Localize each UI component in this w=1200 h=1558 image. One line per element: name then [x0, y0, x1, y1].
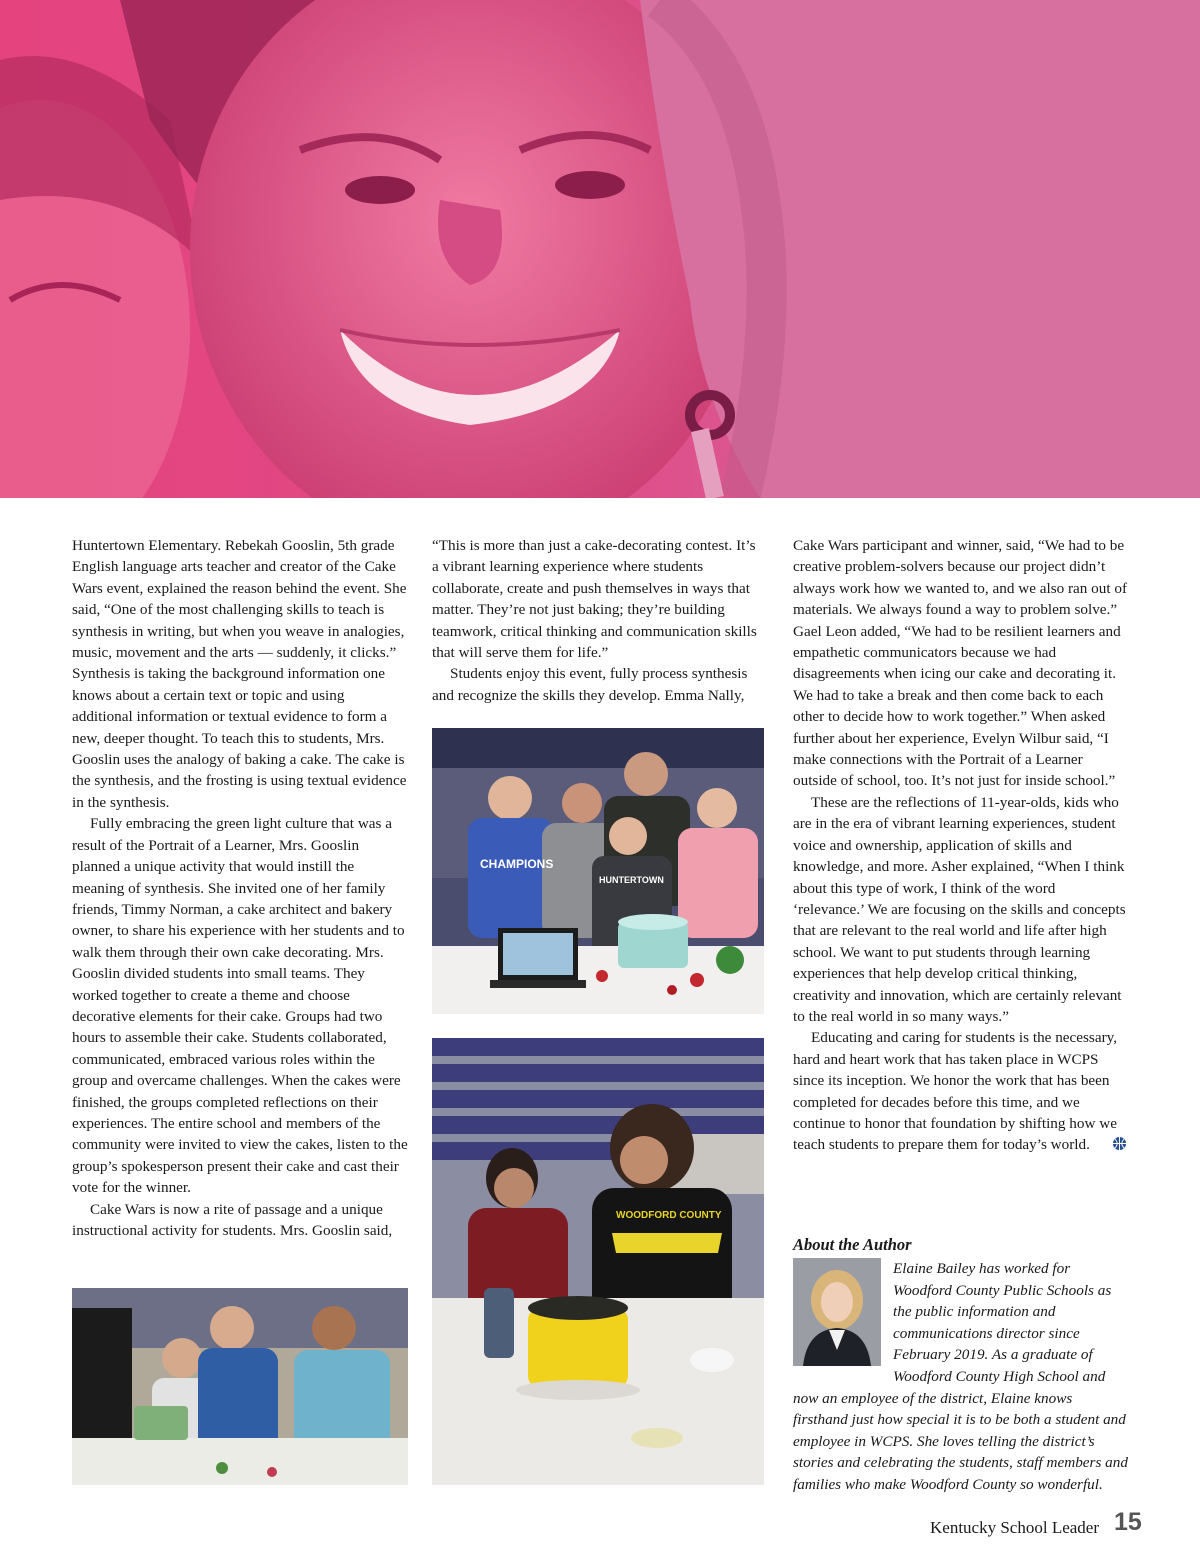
column-1: [72, 535, 408, 1241]
basketball-end-icon: [1094, 1136, 1127, 1157]
about-author-heading: About the Author: [793, 1235, 912, 1254]
col1-paragraph-1: Huntertown Elementary. Rebekah Gooslin, 5th grade English language arts teacher and creator of the Cake Wars event, explained the reason behind the event. She said, “One of the most challenging skills to teach is synthesis in writing, but when you weave in analogies, music, movement and the arts — suddenly, it clicks.” Synthesis is taking the background information one knows about a certain text or topic and using additional information or textual evidence to form a new, deeper thought. To teach this to students, Mrs. Gooslin uses the analogy of baking a cake. The cake is the synthesis, and the frosting is using textual evidence in the synthesis.: [72, 537, 407, 811]
author-photo: [793, 1258, 881, 1366]
col3-paragraph-1: Cake Wars participant and winner, said, “We had to be creative problem-solvers because our project didn’t always work how we wanted to, and we also ran out of materials. We always found a way to problem solve.” Gael Leon added, “We had to be resilient learners and empathetic communicators because we had disagreements when icing our cake and decorating it. We had to take a break and then come back to each other to decide how to work together.” When asked further about her experience, Evelyn Wilbur said, “I make connections with the Portrait of a Learner outside of school, too. It’s not just for inside school.”: [793, 537, 1128, 790]
photo-students-decorating: [72, 1288, 408, 1485]
about-author-text: Elaine Bailey has worked for Woodford County Public Schools as the public information and communications director since February 2019. As a graduate of Woodford County High School and now an employee of the district, Elaine knows firsthand just how special it is to be both a student and employee in WCPS. She loves telling the district’s stories and celebrating the students, staff members and families who make Woodford County so wonderful.: [793, 1260, 1128, 1493]
publication-name: Kentucky School Leader: [930, 1518, 1099, 1537]
shirt-text-woodford: WOODFORD COUNTY: [616, 1210, 722, 1221]
col3-paragraph-2: These are the reflections of 11-year-olds, kids who are in the era of vibrant learning experiences, student voice and ownership, application of skills and knowledge, and more. Asher explained, “When I think about this type of work, I think of the word ‘relevance.’ We are focusing on the skills and concepts that are relevant to the real world and life after high school. We want to put students through learning experiences that help develop critical thinking, creativity and innovation, which are certainly relevant to the real world in so many ways.”: [793, 793, 1126, 1025]
col2-paragraph-2: Students enjoy this event, fully process synthesis and recognize the skills they develop. Emma Nally,: [432, 665, 748, 704]
hero-illustration: [0, 0, 1200, 498]
col1-paragraph-3: Cake Wars is now a rite of passage and a unique instructional activity for students. Mrs. Gooslin said,: [72, 1200, 393, 1239]
about-author-block: [793, 1258, 1129, 1496]
col1-paragraph-2: Fully embracing the green light culture that was a result of the Portrait of a Learner, Mrs. Gooslin planned a unique activity that would instill the meaning of synthesis. She invited one of her family friends, Timmy Norman, a cake architect and bakery owner, to share his experience with her students and to walk them through their own cake decorating. Mrs. Gooslin divided students into small teams. They worked together to create a theme and choose decorative elements for their cake. Groups had two hours to assemble their cake. Students collaborated, communicated, embraced various roles within the group and overcame challenges. When the cakes were finished, the groups completed reflections on their experiences. The entire school and members of the community were invited to view the cakes, listen to the group’s spokesperson present their cake and cast their vote for the winner.: [72, 815, 408, 1197]
page-number: 15: [1114, 1508, 1142, 1536]
photo-cake-group: [432, 728, 764, 1014]
col3-paragraph-3-text: Educating and caring for students is the necessary, hard and heart work that has taken place in WCPS since its inception. We honor the work that has been completed for decades before this time, and we continue to honor that foundation by shifting how we teach students to prepare them for today’s world.: [793, 1029, 1118, 1154]
column-2: [432, 535, 764, 706]
shirt-text-huntertown: HUNTERTOWN: [599, 875, 664, 885]
col3-paragraph-3: [793, 1027, 1129, 1157]
col2-paragraph-1: “This is more than just a cake-decorating contest. It’s a vibrant learning experience where students collaborate, create and push themselves in ways that matter. They’re not just baking; they’re building teamwork, critical thinking and communication skills that will serve them for life.”: [432, 537, 757, 662]
column-3: [793, 535, 1129, 1158]
hero-photo: [0, 0, 1200, 498]
shirt-text-champions: CHAMPIONS: [480, 857, 554, 871]
photo-yellow-cake: [432, 1038, 764, 1485]
